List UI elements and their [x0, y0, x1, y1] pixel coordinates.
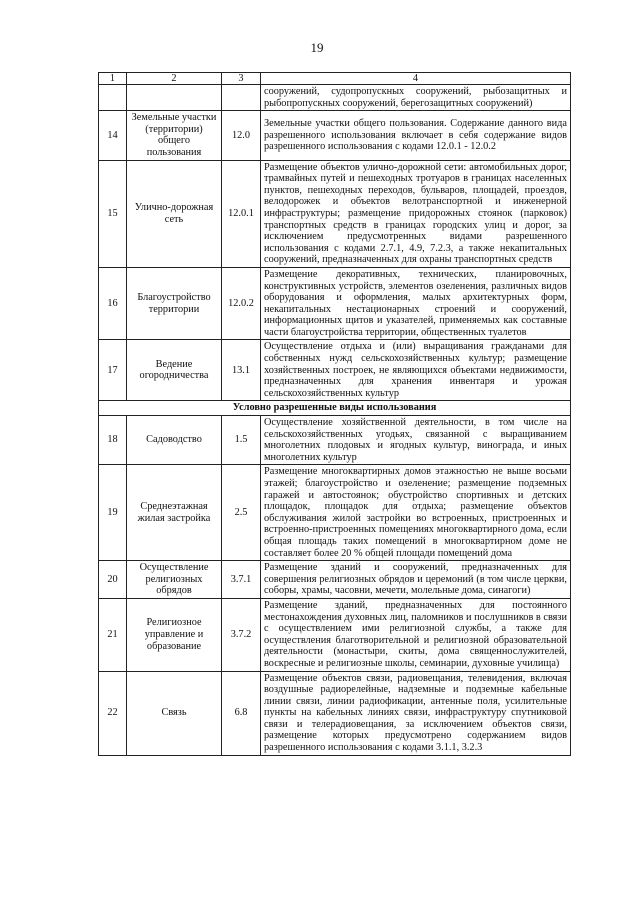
table-row	[99, 671, 571, 755]
land-use-description: Осуществление отдыха и (или) выращивания гражданами для собственных нужд сельскохозяйственных культур; размещение хозяйственных построек, не являющихся объектами недвижимости, предназначенных для хранения инвентаря и урожая сельскохозяйственных культур	[261, 340, 571, 401]
land-use-name: Религиозное управление и образование	[127, 598, 222, 671]
continuation-description: сооружений, судопропускных сооружений, рыбозащитных и рыбопропускных сооружений, берегозащитных сооружений)	[261, 85, 571, 111]
land-use-code: 1.5	[222, 416, 261, 465]
land-use-description: Размещение зданий и сооружений, предназначенных для совершения религиозных обрядов и церемоний (в том числе церкви, соборы, храмы, часовни, мечети, молельные дома, синагоги)	[261, 561, 571, 599]
row-number: 21	[99, 598, 127, 671]
table-row	[99, 340, 571, 401]
land-use-name: Связь	[127, 671, 222, 755]
row-number: 22	[99, 671, 127, 755]
land-use-name: Благоустройство территории	[127, 267, 222, 340]
table-row	[99, 465, 571, 561]
header-col-1: 1	[99, 73, 127, 85]
row-number: 14	[99, 111, 127, 160]
land-use-name: Ведение огородничества	[127, 340, 222, 401]
land-use-code: 3.7.2	[222, 598, 261, 671]
land-use-code: 13.1	[222, 340, 261, 401]
section-header-row	[99, 401, 571, 416]
table-header-row	[99, 73, 571, 85]
land-use-description: Размещение многоквартирных домов этажностью не выше восьми этажей; благоустройство и озеленение; размещение подземных гаражей и автостоянок; обустройство спортивных и детских площадок, площадок для отдыха; размещение объектов обслуживания жилой застройки во встроенных, пристроенных и встроенно-пристроенных помещениях многоквартирного дома, если общая площадь таких помещений в многоквартирном доме не составляет более 20 % общей площади помещений дома	[261, 465, 571, 561]
table-row	[99, 160, 571, 267]
land-use-name: Садоводство	[127, 416, 222, 465]
continuation-cell-empty	[99, 85, 127, 111]
table-row	[99, 598, 571, 671]
land-use-code: 12.0	[222, 111, 261, 160]
row-number: 15	[99, 160, 127, 267]
table-row	[99, 416, 571, 465]
land-use-description: Осуществление хозяйственной деятельности, в том числе на сельскохозяйственных угодьях, связанной с выращиванием многолетних плодовых и ягодных культур, винограда, и иных многолетних культур	[261, 416, 571, 465]
header-col-2: 2	[127, 73, 222, 85]
land-use-description: Земельные участки общего пользования. Содержание данного вида разрешенного использования включает в себя содержание видов разрешенного использования с кодами 12.0.1 - 12.0.2	[261, 111, 571, 160]
land-use-description: Размещение декоративных, технических, планировочных, конструктивных устройств, элементов озеленения, различных видов оборудования и оформления, малых архитектурных форм, некапитальных нестационарных строений и сооружений, информационных щитов и указателей, применяемых как составные части благоустройства территории, общественных туалетов	[261, 267, 571, 340]
land-use-description: Размещение объектов связи, радиовещания, телевидения, включая воздушные радиорелейные, надземные и подземные кабельные линии связи, линии радиофикации, антенные поля, усилительные пункты на кабельных линиях связи, инфраструктуру спутниковой связи и телерадиовещания, за исключением объектов связи, размещение которых предусмотрено содержанием видов разрешенного использования с кодами 3.1.1, 3.2.3	[261, 671, 571, 755]
section-title: Условно разрешенные виды использования	[99, 401, 571, 416]
land-use-name: Среднеэтажная жилая застройка	[127, 465, 222, 561]
continuation-cell-empty	[127, 85, 222, 111]
land-use-code: 12.0.2	[222, 267, 261, 340]
land-use-name: Улично-дорожная сеть	[127, 160, 222, 267]
table-row	[99, 111, 571, 160]
row-number: 18	[99, 416, 127, 465]
land-use-code: 3.7.1	[222, 561, 261, 599]
continuation-cell-empty	[222, 85, 261, 111]
row-number: 20	[99, 561, 127, 599]
land-use-name: Земельные участки (территории) общего пользования	[127, 111, 222, 160]
header-col-3: 3	[222, 73, 261, 85]
land-use-description: Размещение объектов улично-дорожной сети: автомобильных дорог, трамвайных путей и пешеходных тротуаров в границах населенных пунктов, пешеходных переходов, бульваров, площадей, проездов, велодорожек и объектов велотранспортной и инженерной инфраструктуры; размещение придорожных стоянок (парковок) транспортных средств в границах городских улиц и дорог, за исключением предусмотренных видами разрешенного использования с кодами 2.7.1, 4.9, 7.2.3, а также некапитальных сооружений, предназначенных для охраны транспортных средств	[261, 160, 571, 267]
header-col-4: 4	[261, 73, 571, 85]
land-use-description: Размещение зданий, предназначенных для постоянного местонахождения духовных лиц, паломников и послушников в связи с осуществлением ими религиозной службы, а также для осуществления благотворительной и религиозной образовательной деятельности (монастыри, скиты, дома священнослужителей, воскресные и религиозные школы, семинарии, духовные училища)	[261, 598, 571, 671]
land-use-name: Осуществление религиозных обрядов	[127, 561, 222, 599]
land-use-code: 2.5	[222, 465, 261, 561]
land-use-code: 6.8	[222, 671, 261, 755]
row-number: 17	[99, 340, 127, 401]
row-number: 16	[99, 267, 127, 340]
continuation-row	[99, 85, 571, 111]
table-row	[99, 561, 571, 599]
table-row	[99, 267, 571, 340]
land-use-table	[98, 72, 571, 756]
land-use-code: 12.0.1	[222, 160, 261, 267]
page-number: 19	[310, 40, 324, 55]
row-number: 19	[99, 465, 127, 561]
